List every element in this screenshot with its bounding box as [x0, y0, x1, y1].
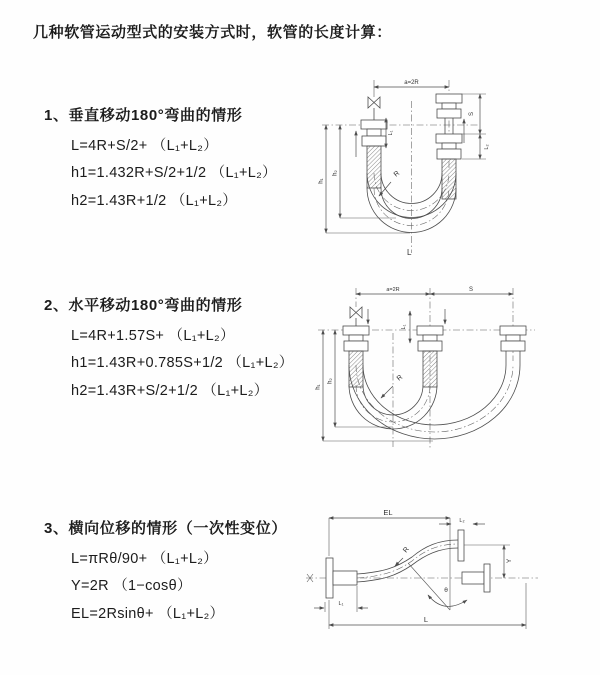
radius-callout [381, 374, 404, 398]
diagram-lateral-displacement [298, 503, 593, 645]
section-1-heading: 1、垂直移动180°弯曲的情形 [44, 107, 243, 124]
left-pipe-stub [333, 571, 357, 585]
dim-l2-label: L₂ [484, 144, 490, 150]
dim-theta [428, 587, 467, 606]
dim-l1-label: L₁ [388, 130, 394, 136]
radius-label: R [402, 545, 411, 555]
dim-h2-label: h₂ [327, 378, 334, 384]
dim-l2 [480, 134, 490, 159]
middle-hose-braid [423, 351, 437, 387]
left-flange [326, 558, 333, 598]
dim-l2 [439, 518, 485, 524]
dim-s [469, 94, 480, 134]
section-3-formulas [44, 546, 287, 628]
diagram-horizontal-180-bend [313, 281, 553, 453]
section-1-formulas [44, 133, 277, 215]
section-3 [44, 519, 287, 628]
section-1 [44, 106, 277, 215]
right-fitting-upper [436, 94, 462, 118]
hose-s-curve [357, 540, 458, 582]
left-fitting [361, 120, 387, 146]
dim-h1-label: h₁ [315, 384, 322, 390]
page-title: 几种软管运动型式的安装方式时，软管的长度计算： [33, 24, 392, 41]
dim-h1-label: h₁ [318, 178, 325, 184]
formula-line: Y=2R （1−cosθ） [71, 578, 192, 595]
formula-line: EL=2Rsinθ+ （L₁+L₂） [71, 605, 225, 622]
dim-el-label: EL [383, 508, 393, 517]
dim-theta-label: θ [444, 587, 448, 594]
dim-s [430, 287, 513, 294]
dim-h2-label: h₂ [332, 170, 339, 176]
dim-a2r-label: a=2R [386, 287, 400, 293]
radius-label: R [392, 169, 402, 179]
dim-h1 [316, 330, 434, 441]
dim-y-label: Y [506, 558, 513, 564]
dim-s-label: S [469, 111, 475, 117]
section-2-formulas [44, 323, 294, 405]
formula-line: h2=1.43R+S/2+1/2 （L₁+L₂） [71, 382, 269, 399]
diagram-vertical-180-bend [316, 73, 541, 263]
dim-a2r [356, 287, 430, 294]
dim-l1-label: L₁ [401, 324, 407, 330]
dim-l [329, 583, 526, 629]
left-hose-braid [367, 146, 381, 188]
formula-line: h1=1.432R+S/2+1/2 （L₁+L₂） [71, 165, 277, 182]
right-fitting-moved [500, 326, 526, 351]
formula-line: L=4R+1.57S+ （L₁+L₂） [71, 328, 235, 344]
middle-fitting [417, 326, 443, 351]
formula-line: L=πRθ/90+ （L₁+L₂） [71, 551, 218, 567]
length-label: L [407, 248, 412, 257]
dim-l1 [401, 311, 410, 343]
radius-label: R [395, 373, 405, 383]
section-2 [44, 296, 294, 405]
formula-line: L=4R+S/2+ （L₁+L₂） [71, 138, 219, 154]
dim-l1 [314, 586, 368, 612]
section-3-heading: 3、横向位移的情形（一次性变位） [44, 520, 287, 537]
valve-icon [350, 307, 362, 318]
moved-flange [458, 530, 464, 561]
original-flange [484, 564, 490, 592]
formula-line: h1=1.43R+0.785S+1/2 （L₁+L₂） [71, 355, 294, 372]
right-fitting-lower [436, 134, 462, 159]
original-pipe-stub [462, 572, 484, 584]
valve-icon [368, 97, 380, 108]
dim-a2r-label: a=2R [404, 80, 419, 86]
formula-line: h2=1.43R+1/2 （L₁+L₂） [71, 192, 238, 209]
dim-l2-label: L₂ [459, 518, 465, 524]
dim-l-label: L [423, 615, 429, 624]
left-fitting [343, 326, 369, 351]
dim-s-label: S [468, 287, 474, 293]
section-2-heading: 2、水平移动180°弯曲的情形 [44, 297, 243, 314]
dim-l1-label: L₁ [338, 601, 344, 607]
right-hose-braid [442, 159, 456, 199]
